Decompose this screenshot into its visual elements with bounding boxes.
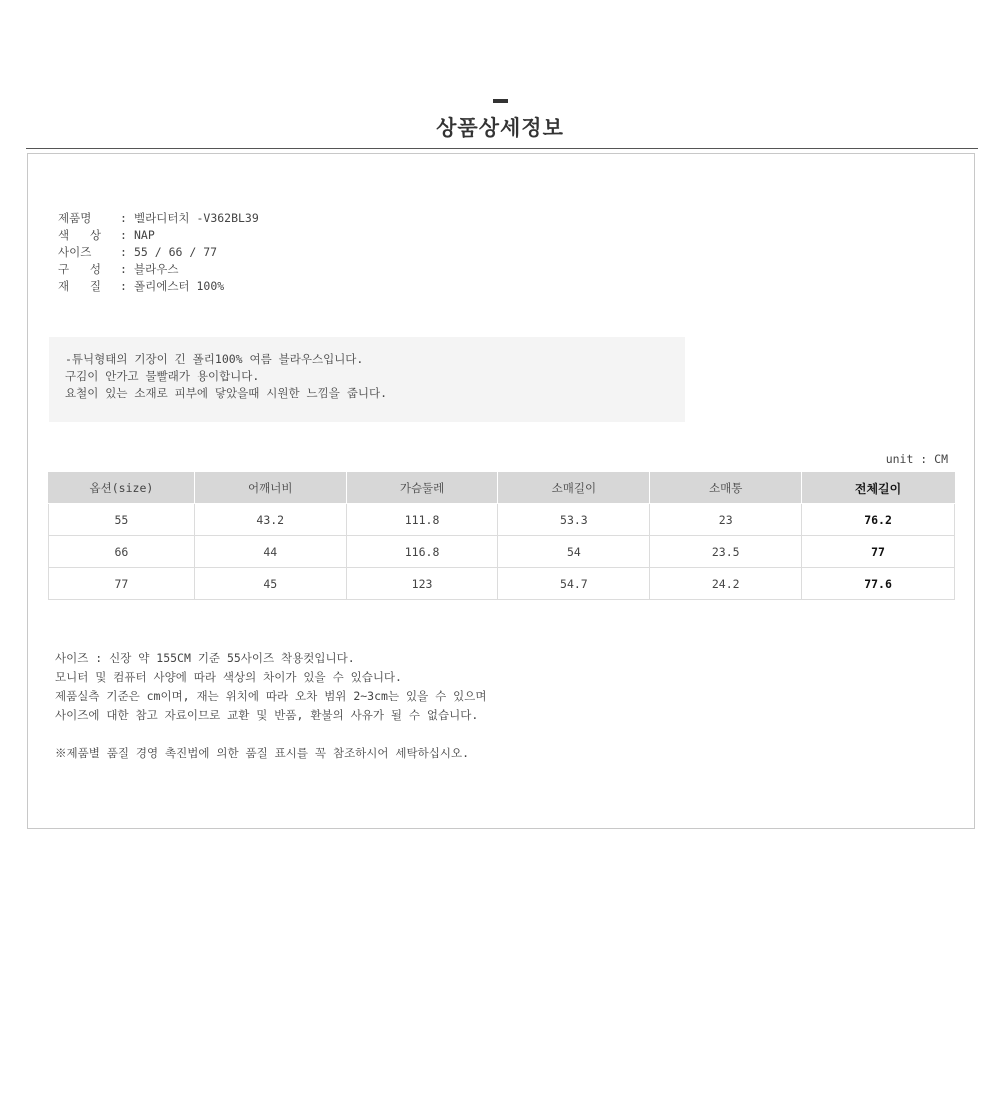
table-cell: 77.6 [802, 568, 955, 600]
table-cell: 55 [49, 504, 195, 536]
spec-value: 55 / 66 / 77 [134, 245, 218, 259]
spec-label: 제품명 [58, 211, 92, 225]
spec-value: 벨라디터치 -V362BL39 [134, 211, 259, 225]
size-table-header [49, 473, 955, 504]
table-cell: 54.7 [498, 568, 650, 600]
unit-label: unit : CM [885, 452, 948, 466]
description-line: 요철이 있는 소재로 피부에 닿았을때 시원한 느낌을 줍니다. [65, 386, 388, 400]
table-cell: 111.8 [346, 504, 498, 536]
care-footnote: ※제품별 품질 경영 촉진법에 의한 품질 표시를 꼭 참조하시어 세탁하십시오. [55, 746, 470, 760]
column-header-sleeve-length: 소매길이 [498, 473, 650, 504]
product-spec-list [58, 210, 259, 295]
table-row [49, 568, 955, 600]
size-notes [55, 649, 487, 763]
table-cell: 23.5 [650, 536, 802, 568]
table-cell: 44 [194, 536, 346, 568]
spec-row-color [58, 227, 259, 244]
spec-row-composition [58, 261, 259, 278]
table-row [49, 536, 955, 568]
spec-value: 폴리에스터 100% [134, 279, 225, 293]
spec-separator: : [120, 279, 127, 293]
table-cell: 24.2 [650, 568, 802, 600]
page-title: 상품상세정보 [436, 116, 564, 140]
spec-separator: : [120, 228, 127, 242]
column-header-option: 옵션(size) [49, 473, 195, 504]
note-spacer [55, 725, 487, 744]
note-line: 사이즈에 대한 참고 자료이므로 교환 및 반품, 환불의 사유가 될 수 없습니다. [55, 708, 479, 722]
title-divider [26, 148, 978, 149]
table-cell: 53.3 [498, 504, 650, 536]
column-header-shoulder: 어깨너비 [194, 473, 346, 504]
table-cell: 23 [650, 504, 802, 536]
table-cell: 77 [49, 568, 195, 600]
spec-label: 재 질 [58, 279, 101, 293]
spec-label: 구 성 [58, 262, 101, 276]
table-cell: 45 [194, 568, 346, 600]
table-cell: 123 [346, 568, 498, 600]
spec-row-size [58, 244, 259, 261]
product-description-box [49, 337, 685, 422]
note-line: 제품실측 기준은 cm이며, 재는 위치에 따라 오차 범위 2~3cm는 있을 수 있으며 [55, 689, 487, 703]
spec-row-name [58, 210, 259, 227]
column-header-total-length: 전체길이 [802, 473, 955, 504]
spec-value: NAP [134, 228, 155, 242]
table-row [49, 504, 955, 536]
table-cell: 66 [49, 536, 195, 568]
spec-separator: : [120, 245, 127, 259]
note-line: 사이즈 : 신장 약 155CM 기준 55사이즈 착용컷입니다. [55, 651, 355, 665]
spec-value: 블라우스 [134, 262, 179, 276]
table-cell: 77 [802, 536, 955, 568]
column-header-chest: 가슴둘레 [346, 473, 498, 504]
description-line: -튜닉형태의 기장이 긴 폴리100% 여름 블라우스입니다. [65, 352, 364, 366]
table-cell: 54 [498, 536, 650, 568]
spec-label: 색 상 [58, 228, 101, 242]
table-cell: 76.2 [802, 504, 955, 536]
table-cell: 43.2 [194, 504, 346, 536]
column-header-sleeve-width: 소매통 [650, 473, 802, 504]
table-cell: 116.8 [346, 536, 498, 568]
description-line: 구김이 안가고 물빨래가 용이합니다. [65, 369, 260, 383]
spec-label: 사이즈 [58, 245, 92, 259]
spec-row-material [58, 278, 259, 295]
note-line: 모니터 및 컴퓨터 사양에 따라 색상의 차이가 있을 수 있습니다. [55, 670, 402, 684]
title-accent-bar [493, 99, 508, 103]
spec-separator: : [120, 262, 127, 276]
spec-separator: : [120, 211, 127, 225]
size-table [48, 472, 955, 600]
